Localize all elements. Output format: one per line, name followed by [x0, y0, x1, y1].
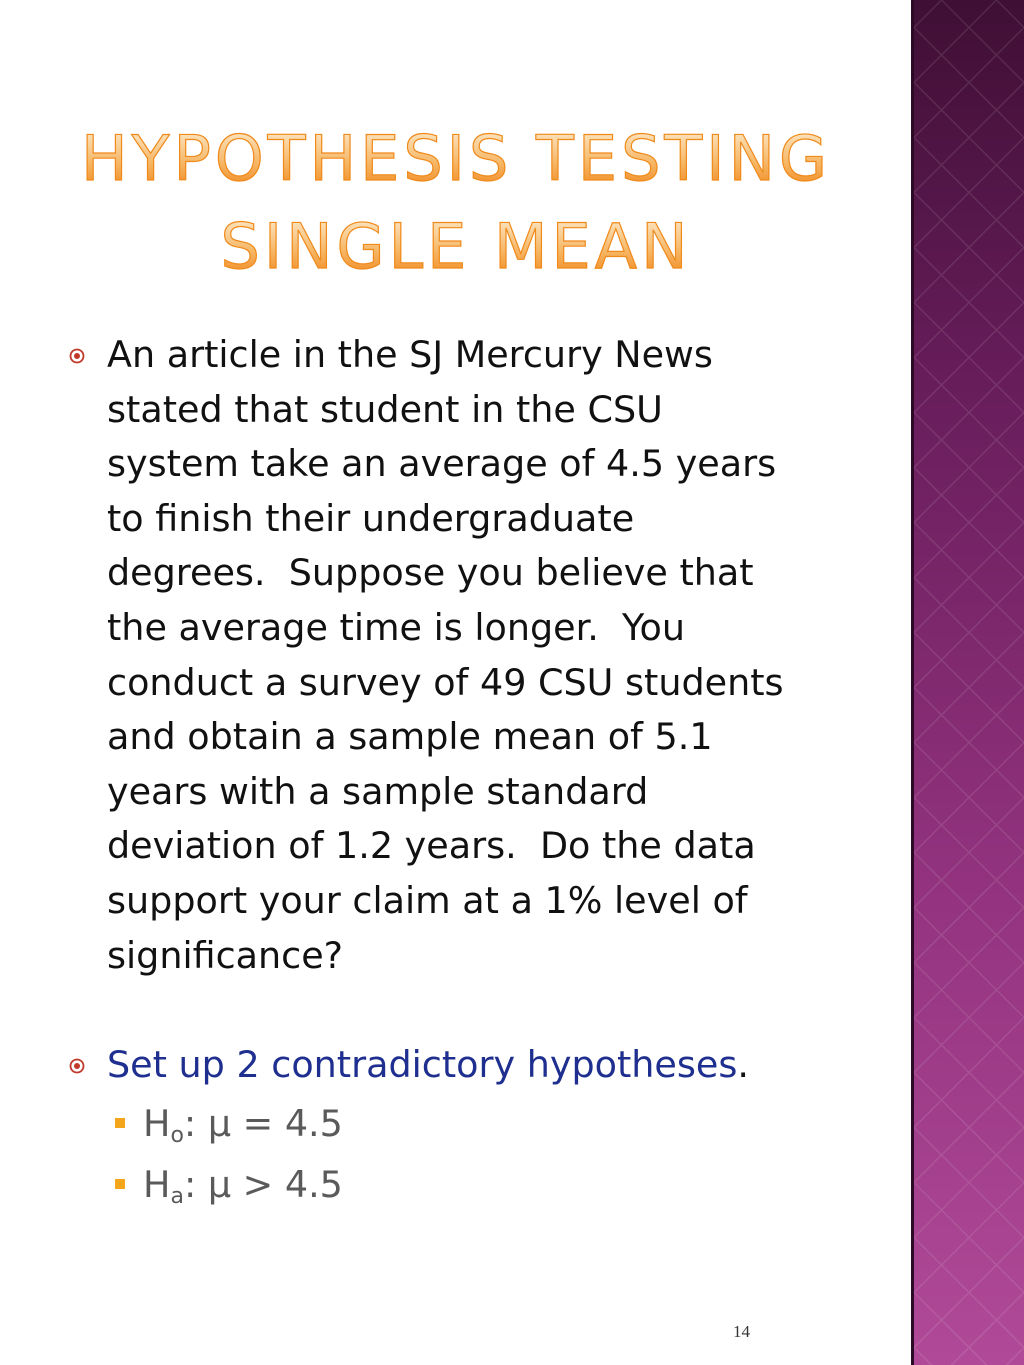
- alternative-hypothesis: [66, 1154, 866, 1215]
- setup-hypotheses-period: .: [737, 1043, 749, 1087]
- problem-line: degrees. Suppose you believe that: [107, 551, 754, 595]
- title-line-2: Single Mean: [220, 210, 691, 283]
- square-bullet-icon: [115, 1179, 125, 1189]
- setup-hypotheses-text: Set up 2 contradictory hypotheses: [107, 1043, 738, 1087]
- problem-line: deviation of 1.2 years. Do the data: [107, 824, 756, 868]
- problem-line: conduct a survey of 49 CSU students: [107, 660, 784, 704]
- problem-line: and obtain a sample mean of 5.1: [107, 715, 713, 759]
- problem-line: system take an average of 4.5 years: [107, 442, 777, 486]
- problem-line: significance?: [107, 933, 344, 977]
- square-bullet-icon: [115, 1118, 125, 1128]
- null-hypothesis: [66, 1093, 866, 1154]
- alternative-hypothesis-symbol: H: [143, 1162, 171, 1206]
- circle-dot-bullet-icon: [69, 1058, 85, 1074]
- bullet-problem-statement: [66, 328, 866, 983]
- problem-line: stated that student in the CSU: [107, 387, 663, 431]
- decorative-side-band: [911, 0, 1024, 1365]
- problem-line: to finish their undergraduate: [107, 496, 635, 540]
- title-line-1: Hypothesis Testing: [80, 122, 831, 195]
- bullet-setup-hypotheses: [66, 1038, 866, 1093]
- alternative-hypothesis-statement: : μ > 4.5: [183, 1162, 343, 1206]
- slide-body: [66, 328, 866, 1215]
- null-hypothesis-symbol: H: [143, 1101, 171, 1145]
- slide-title: [0, 120, 911, 290]
- problem-line: years with a sample standard: [107, 769, 649, 813]
- circle-dot-bullet-icon: [69, 348, 85, 364]
- problem-line: the average time is longer. You: [107, 605, 685, 649]
- alternative-hypothesis-subscript: a: [170, 1183, 184, 1209]
- problem-line: support your claim at a 1% level of: [107, 878, 748, 922]
- diamond-pattern: [914, 0, 1024, 1365]
- slide-title-graphic: [56, 120, 856, 290]
- problem-line: An article in the SJ Mercury News: [107, 333, 713, 376]
- null-hypothesis-statement: : μ = 4.5: [183, 1101, 343, 1145]
- null-hypothesis-subscript: o: [170, 1122, 184, 1148]
- page-number: 14: [733, 1322, 750, 1341]
